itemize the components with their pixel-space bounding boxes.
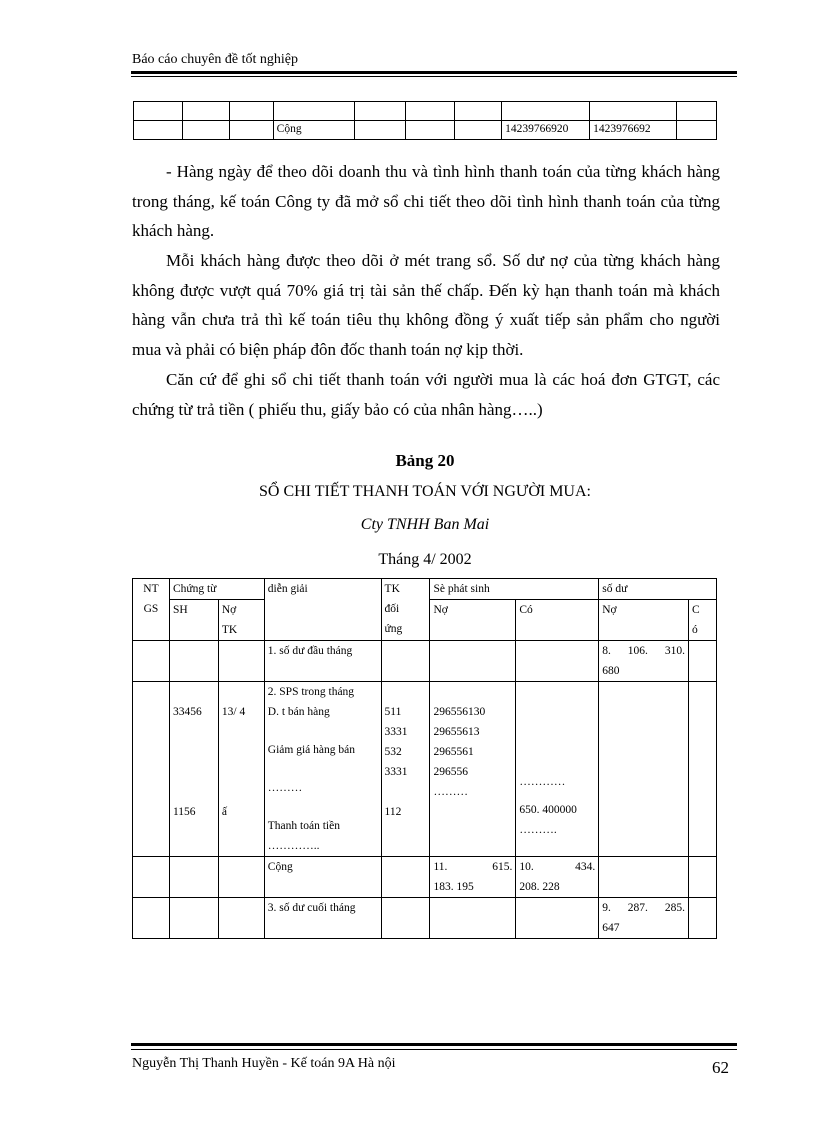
header-sodu: số dư [599, 579, 717, 600]
debit-value-3: 2965561 [433, 746, 474, 758]
header-rule-thin [131, 76, 737, 77]
doc-sh-2: 1156 [172, 806, 196, 818]
opening-balance-1: 8. 106. 310. [602, 645, 685, 657]
header-sps-debit: Nợ [430, 600, 516, 641]
page-header-title: Báo cáo chuyên đề tốt nghiệp [132, 52, 299, 67]
total-credit-1: 10. 434. [519, 861, 596, 873]
table-name: SỔ CHI TIẾT THANH TOÁN VỚI NGƯỜI MUA: [259, 483, 591, 500]
table-row [134, 121, 717, 140]
previous-table-tail [133, 101, 717, 140]
sps-label: 2. SPS trong tháng [267, 686, 355, 698]
table-row [133, 682, 717, 857]
closing-balance-label: 3. số dư cuối tháng [264, 898, 381, 939]
header-balance-credit-1: C [691, 604, 700, 616]
header-tk-2: đối [384, 603, 400, 615]
doc-date-1: 13/ 4 [221, 706, 246, 718]
account-3331-a: 3331 [384, 726, 408, 738]
header-balance-debit: Nợ [599, 600, 689, 641]
total-debit-1: 11. 615. [433, 861, 513, 873]
buyer-ledger-table [132, 578, 717, 939]
discount-label: Giảm giá hàng bán [267, 744, 355, 756]
header-balance-credit-2: ó [691, 624, 698, 636]
account-3331-b: 3331 [384, 766, 408, 778]
total-debit-2: 183. 195 [433, 881, 474, 893]
footer-rule-thin [131, 1049, 737, 1050]
credit-ellipsis-2: ………. [519, 824, 557, 836]
total-value-1: 14239766920 [502, 121, 590, 140]
debit-value-4: 296556 [433, 766, 468, 778]
table-row [133, 857, 717, 898]
opening-balance-label: 1. số dư đầu tháng [264, 641, 381, 682]
credit-value-1: 650. 400000 [519, 804, 577, 816]
table-header-row [133, 579, 717, 600]
table-row [134, 102, 717, 121]
table-row [133, 898, 717, 939]
header-rule-thick [131, 71, 737, 74]
company-name: Cty TNHH Ban Mai [360, 516, 490, 533]
footer-rule-thick [131, 1043, 737, 1046]
header-chungtu: Chứng từ [169, 579, 264, 600]
payment-label: Thanh toán tiền [267, 820, 340, 832]
total-credit-2: 208. 228 [519, 881, 560, 893]
period-month: Tháng 4/ 2002 [378, 551, 472, 568]
total-label: Cộng [273, 121, 354, 140]
paragraph-daily-tracking: - Hàng ngày để theo dõi doanh thu và tình hình thanh toán của từng khách hàng trong tháng, kế toán Công ty đã mở sổ chi tiết theo dõi tình hình thanh toán của từng khách hàng. [132, 162, 720, 240]
desc-ellipsis-1: ……… [267, 782, 303, 794]
total-sum-label: Cộng [264, 857, 381, 898]
header-sh: SH [169, 600, 218, 641]
header-tk-1: TK [384, 583, 400, 595]
doc-sh-1: 33456 [172, 706, 202, 718]
account-511: 511 [384, 706, 402, 718]
paragraph-source-documents: Căn cứ để ghi sổ chi tiết thanh toán với người mua là các hoá đơn GTGT, các chứng từ trả tiền ( phiếu thu, giấy bảo có của nhân hàng…..) [132, 370, 720, 419]
account-112: 112 [384, 806, 402, 818]
table-row [133, 641, 717, 682]
header-sps: Sè phát sinh [430, 579, 599, 600]
header-sps-credit: Có [516, 600, 599, 641]
table-number: Bảng 20 [395, 451, 455, 470]
header-notk-2: TK [221, 624, 238, 636]
account-532: 532 [384, 746, 402, 758]
page-number: 62 [712, 1058, 729, 1077]
header-tk-3: ứng [384, 623, 403, 635]
desc-ellipsis-2: ………….. [267, 840, 320, 852]
debit-ellipsis: ……… [433, 786, 468, 798]
closing-balance-2: 647 [602, 922, 620, 934]
credit-ellipsis-1: ………… [519, 776, 566, 788]
opening-balance-2: 680 [602, 665, 620, 677]
total-value-2: 1423976692 [590, 121, 677, 140]
closing-balance-1: 9. 287. 285. [602, 902, 685, 914]
paragraph-debt-limit: Mỗi khách hàng được theo dõi ở mét trang sổ. Số dư nợ của từng khách hàng không được vượt quá 70% giá trị tài sản thế chấp. Đến kỳ hạn thanh toán mà khách hàng vẫn chưa trả thì kế toán tiêu thụ không đồng ý xuất tiếp sản phẩm cho người mua và phải có biện pháp đôn đốc thanh toán nợ kịp thời. [132, 251, 720, 359]
header-ntgs-2: GS [143, 603, 159, 615]
header-notk-1: Nợ [221, 604, 237, 616]
doc-date-2: ấ [221, 806, 227, 818]
footer-author: Nguyễn Thị Thanh Huyền - Kế toán 9A Hà nội [132, 1056, 396, 1071]
debit-value-1: 296556130 [433, 706, 486, 718]
header-diengiai: diễn giải [264, 579, 381, 641]
sales-revenue-label: D. t bán hàng [267, 706, 330, 718]
debit-value-2: 29655613 [433, 726, 480, 738]
header-ntgs-1: NT [143, 583, 159, 595]
